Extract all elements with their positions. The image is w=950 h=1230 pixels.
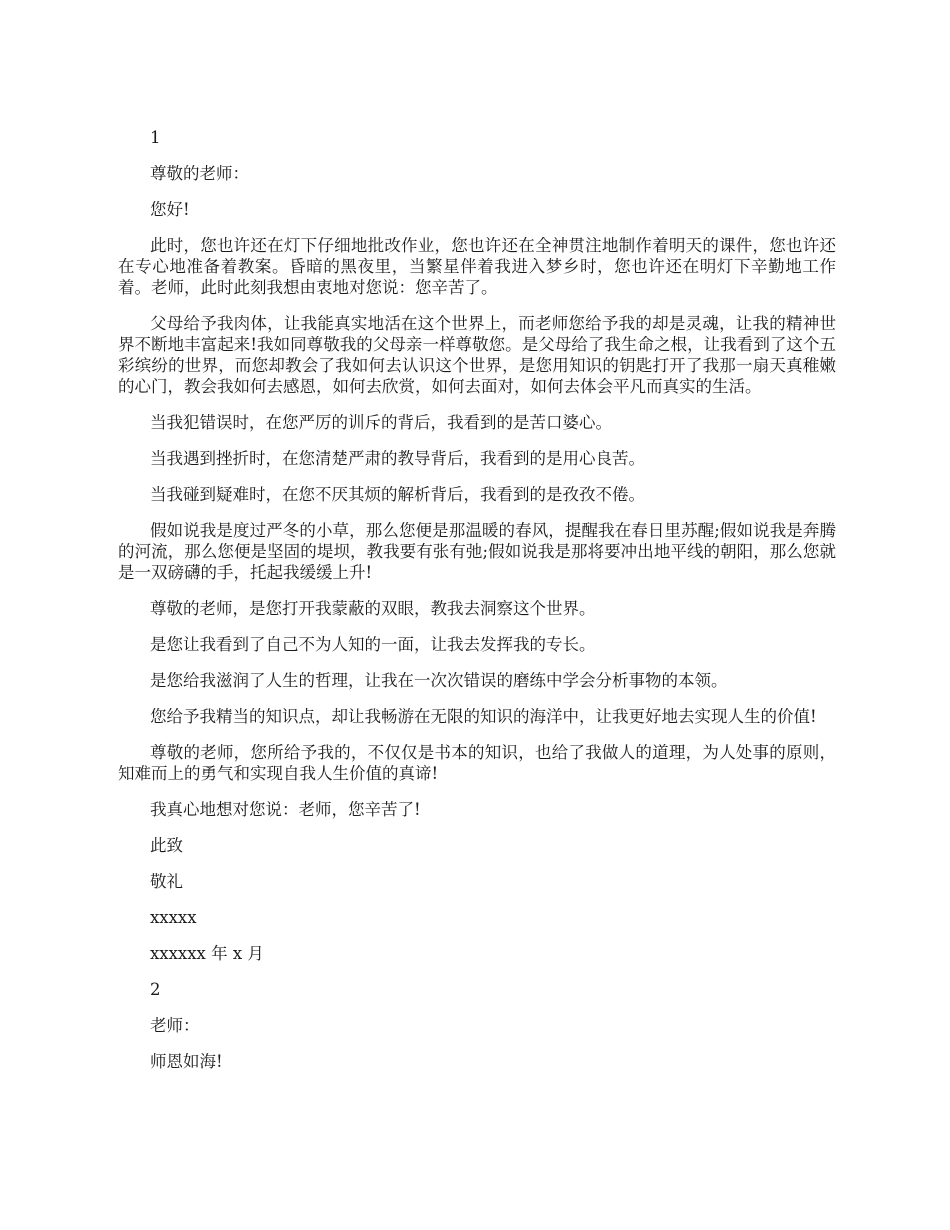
section-number: 2 [150, 980, 161, 999]
body-paragraph: 此时，您也许还在灯下仔细地批改作业，您也许还在全神贯注地制作着明天的课件，您也许还在专心地准备着教案。昏暗的黑夜里，当繁星伴着我进入梦乡时，您也许还在明灯下辛勤地工作着。老师，此时此刻我想由衷地对您说：您辛苦了。 [118, 236, 836, 297]
greeting: 您好! [150, 200, 190, 219]
signature-name: xxxxx [150, 908, 197, 927]
closing-regards: 敬礼 [150, 872, 183, 891]
closing-line: 此致 [150, 836, 183, 855]
body-paragraph: 尊敬的老师，您所给予我的，不仅仅是书本的知识，也给了我做人的道理，为人处事的原则，知难而上的勇气和实现自我人生价值的真谛! [118, 743, 836, 783]
salutation: 老师： [150, 1016, 200, 1035]
salutation: 尊敬的老师： [150, 164, 249, 183]
body-paragraph: 是您让我看到了自己不为人知的一面，让我去发挥我的专长。 [150, 635, 596, 654]
body-paragraph: 当我犯错误时，在您严厉的训斥的背后，我看到的是苦口婆心。 [150, 413, 612, 432]
body-paragraph: 我真心地想对您说：老师，您辛苦了! [150, 800, 421, 819]
body-paragraph: 假如说我是度过严冬的小草，那么您便是那温暖的春风，提醒我在春日里苏醒;假如说我是奔腾的河流，那么您便是坚固的堤坝，教我要有张有弛;假如说我是那将要冲出地平线的朝阳，那么您就是一双磅礴的手，托起我缓缓上升! [118, 521, 836, 582]
body-paragraph: 您给予我精当的知识点，却让我畅游在无限的知识的海洋中，让我更好地去实现人生的价值! [150, 707, 817, 726]
body-paragraph: 当我遇到挫折时，在您清楚严肃的教导背后，我看到的是用心良苦。 [150, 449, 645, 468]
body-paragraph: 师恩如海! [150, 1052, 223, 1071]
section-number: 1 [150, 128, 161, 147]
body-paragraph: 是您给我滋润了人生的哲理，让我在一次次错误的磨练中学会分析事物的本领。 [150, 671, 728, 690]
body-paragraph: 当我碰到疑难时，在您不厌其烦的解析背后，我看到的是孜孜不倦。 [150, 485, 645, 504]
signature-date: xxxxxx 年 x 月 [150, 944, 264, 963]
document-body [118, 127, 836, 1087]
body-paragraph: 尊敬的老师，是您打开我蒙蔽的双眼，教我去洞察这个世界。 [150, 599, 596, 618]
body-paragraph: 父母给予我肉体，让我能真实地活在这个世界上，而老师您给予我的却是灵魂，让我的精神世界不断地丰富起来!我如同尊敬我的父母亲一样尊敬您。是父母给了我生命之根，让我看到了这个五彩缤纷的世界，而您却教会了我如何去认识这个世界，是您用知识的钥匙打开了我那一扇天真稚嫩的心门，教会我如何去感恩，如何去欣赏，如何去面对，如何去体会平凡而真实的生活。 [118, 314, 836, 396]
